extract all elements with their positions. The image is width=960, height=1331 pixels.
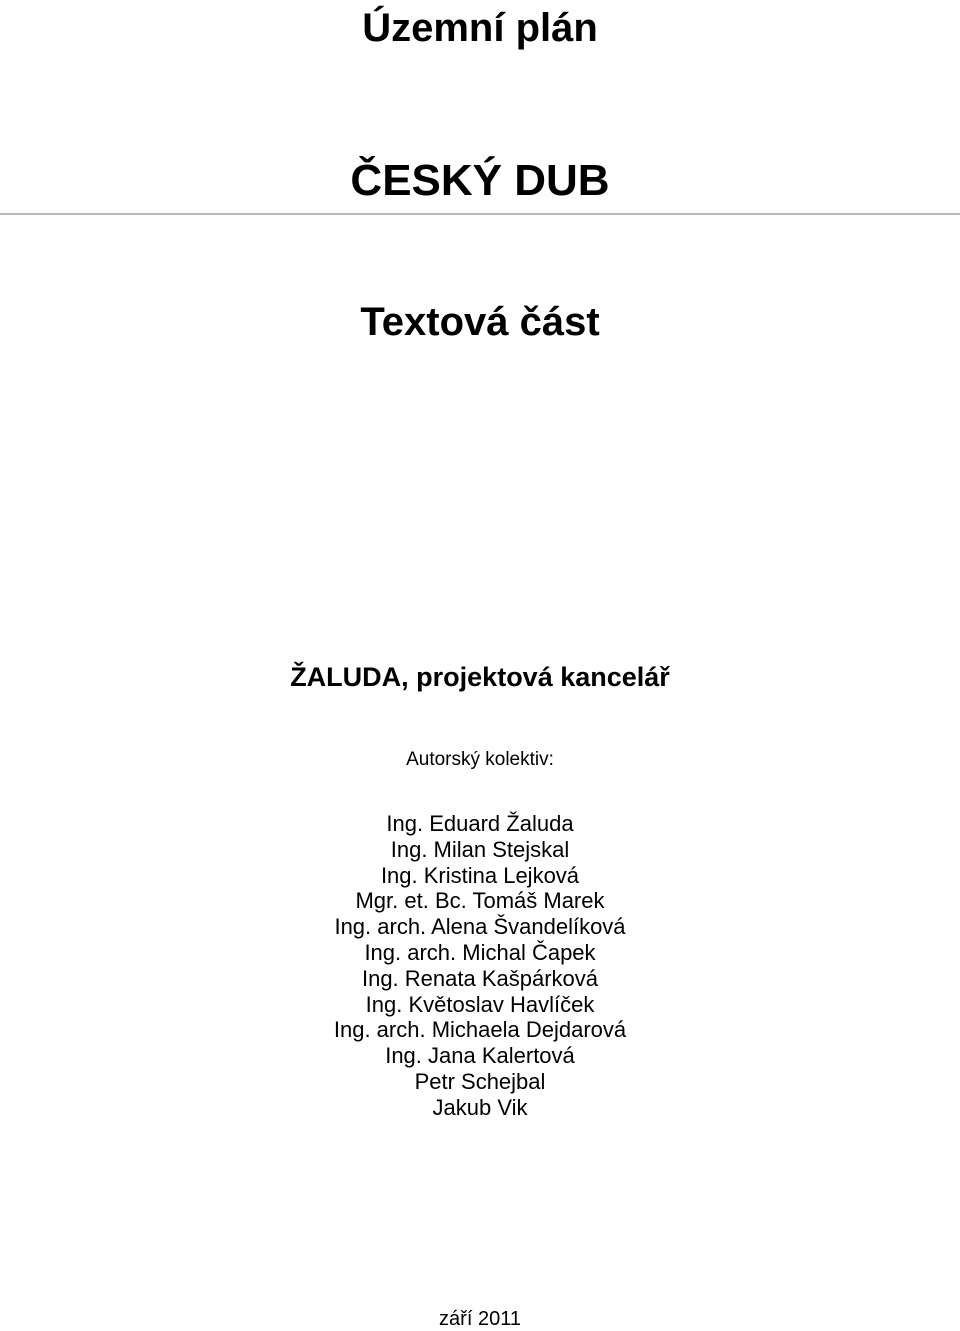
- document-title: Územní plán: [362, 6, 598, 50]
- horizontal-divider: [0, 213, 960, 215]
- author-name: Ing. Eduard Žaluda: [386, 811, 574, 836]
- document-date: září 2011: [439, 1308, 521, 1330]
- municipality-name: ČESKÝ DUB: [350, 156, 610, 205]
- document-part-title: Textová část: [360, 300, 600, 344]
- author-name: Ing. Květoslav Havlíček: [365, 991, 595, 1017]
- authors-collective-label: Autorský kolektiv:: [406, 749, 554, 770]
- author-name: Ing. Renata Kašpárková: [361, 965, 599, 991]
- author-name: Ing. arch. Alena Švandelíková: [334, 914, 626, 940]
- author-name: Jakub Vik: [432, 1094, 528, 1120]
- author-name: Ing. Jana Kalertová: [385, 1043, 575, 1069]
- author-name: Ing. arch. Michal Čapek: [364, 939, 596, 965]
- author-name: Petr Schejbal: [414, 1068, 546, 1094]
- office-name: ŽALUDA, projektová kancelář: [290, 662, 670, 692]
- author-name: Ing. arch. Michaela Dejdarová: [333, 1017, 627, 1043]
- authors-list: [0, 811, 960, 1121]
- author-name: Mgr. et. Bc. Tomáš Marek: [355, 888, 605, 914]
- author-name: Ing. Kristina Lejková: [380, 862, 580, 888]
- author-name: Ing. Milan Stejskal: [390, 836, 570, 862]
